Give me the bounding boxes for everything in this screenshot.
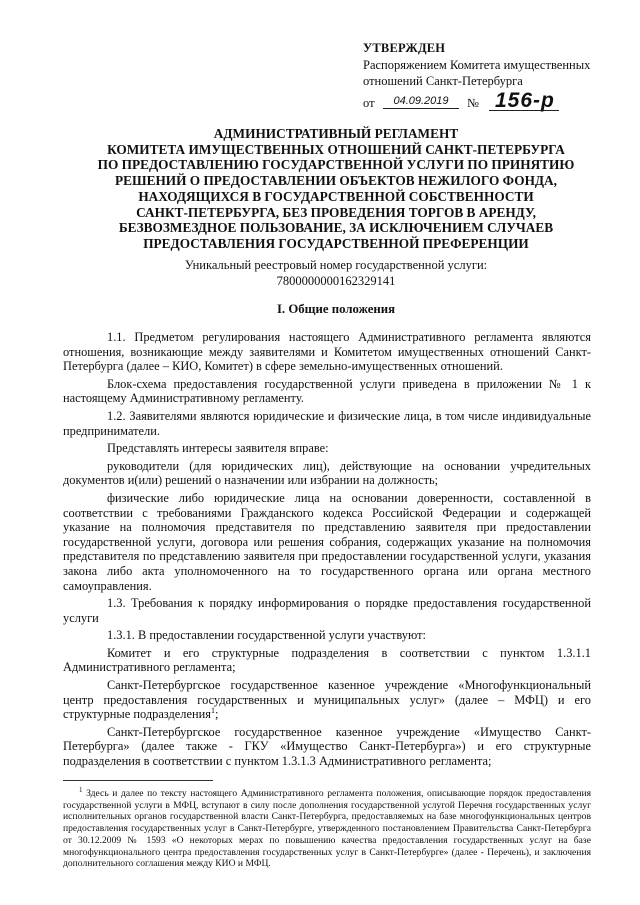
paragraph: 1.3.1. В предоставлении государственной услуги участвуют: — [107, 628, 426, 643]
approval-line-2: отношений Санкт-Петербурга — [363, 74, 523, 88]
footnote — [63, 785, 592, 870]
title-line: АДМИНИСТРАТИВНЫЙ РЕГЛАМЕНТ — [213, 126, 459, 141]
footnote-reference[interactable]: 1 — [210, 706, 215, 716]
title-line: САНКТ-ПЕТЕРБУРГА, БЕЗ ПРОВЕДЕНИЯ ТОРГОВ В АРЕНДУ, — [136, 204, 536, 220]
paragraph: Блок-схема предоставления государственной услуги приведена в приложении № 1 к настоящему Административному регламенту. — [63, 376, 591, 406]
paragraph: Представлять интересы заявителя вправе: — [107, 441, 329, 456]
number-label: № — [467, 95, 479, 110]
paragraph-tail: ; — [214, 707, 219, 722]
paragraph-with-footnote — [63, 678, 591, 722]
paragraph: 1.2. Заявителями являются юридические и физические лица, в том числе индивидуальные предприниматели. — [63, 408, 591, 438]
approval-line-1: Распоряжением Комитета имущественных — [363, 57, 591, 72]
footnote-divider — [63, 780, 213, 781]
title-line: НАХОДЯЩИХСЯ В ГОСУДАРСТВЕННОЙ СОБСТВЕННОСТИ — [138, 188, 534, 204]
footnote-text: Здесь и далее по тексту настоящего Административного регламента положения, описывающие порядок предоставления государственной услуги в МФЦ, вступают в силу после дополнения государственной услугой Перечня государственных услуг исполнительных органов государственной власти Санкт-Петербурга, предоставляемых на базе многофункциональных центров предоставления государственных услуг в Санкт-Петербурге, утвержденного постановлением Правительства Санкт-Петербурга от 30.12.2009 № 1593 «О некоторых мерах по повышению качества предоставления государственных услуг на базе многофункционального центра предоставления государственных услуг в Санкт-Петербурге» (далее - Перечень), и заключения дополнительного соглашения между КИО и МФЦ. — [63, 788, 592, 870]
title-line: ПО ПРЕДОСТАВЛЕНИЮ ГОСУДАРСТВЕННОЙ УСЛУГИ ПО ПРИНЯТИЮ — [97, 157, 575, 173]
section-body — [63, 330, 591, 769]
approval-heading: УТВЕРЖДЕН — [363, 41, 446, 55]
document-title — [66, 126, 606, 252]
paragraph: физические либо юридические лица на основании доверенности, составленной в соответствии с требованиями Гражданского кодекса Российской Федерации и содержащей указание на полномочия представителя по представлению заявителя при предоставлении государственной услуги, договора или решения собрания, содержащих указание на полномочия представителя по представлению заявителя при предоставлении государственной услуги, указания закона либо акта уполномоченного на то государственного органа или органа местного самоуправления. — [63, 490, 591, 593]
date-prefix: от — [363, 95, 375, 110]
approval-block — [363, 40, 590, 113]
title-line: КОМИТЕТА ИМУЩЕСТВЕННЫХ ОТНОШЕНИЙ САНКТ-ПЕТЕРБУРГА — [107, 141, 565, 157]
paragraph: Комитет и его структурные подразделения в соответствии с пунктом 1.3.1.1 Административного регламента; — [63, 645, 591, 675]
section-heading: I. Общие положения — [276, 302, 396, 316]
paragraph: 1.3. Требования к порядку информирования о порядке предоставления государственной услуги — [63, 596, 591, 625]
approval-date: 04.09.2019 — [383, 93, 459, 109]
registry-label: Уникальный реестровый номер государственной услуги: — [184, 258, 488, 272]
paragraph: 1.1. Предметом регулирования настоящего Административного регламента являются отношения, возникающие между заявителями и Комитетом имущественных отношений Санкт-Петербурга (далее – КИО, Комитет) в сфере земельно-имущественных отношений. — [63, 330, 591, 374]
footnote-mark: 1 — [79, 785, 83, 794]
title-line: БЕЗВОЗМЕЗДНОЕ ПОЛЬЗОВАНИЕ, ЗА ИСКЛЮЧЕНИЕМ СЛУЧАЕВ — [118, 220, 554, 236]
paragraph: Санкт-Петербургское государственное казенное учреждение «Имущество Санкт-Петербурга» (далее также - ГКУ «Имущество Санкт-Петербурга») и его структурные подразделения в соответствии с пунктом 1.3.1.3 Административного регламента; — [63, 724, 591, 769]
registry-number: 7800000000162329141 — [276, 274, 396, 288]
approval-number: 156-р — [489, 88, 559, 111]
paragraph-text: Санкт-Петербургское государственное казенное учреждение «Многофункциональный центр предоставления государственных и муниципальных услуг» (далее – МФЦ) и его структурные подразделения — [63, 678, 591, 722]
paragraph: руководители (для юридических лиц), действующие на основании учредительных документов и(или) решений о назначении или избрании на должность; — [63, 458, 591, 488]
title-line: ПРЕДОСТАВЛЕНИЯ ГОСУДАРСТВЕННОЙ ПРЕФЕРЕНЦИИ — [143, 235, 529, 251]
approval-date-line — [363, 88, 590, 113]
registry-number-block — [66, 257, 606, 289]
title-line: РЕШЕНИЙ О ПРЕДОСТАВЛЕНИИ ОБЪЕКТОВ НЕЖИЛОГО ФОНДА, — [114, 173, 557, 189]
